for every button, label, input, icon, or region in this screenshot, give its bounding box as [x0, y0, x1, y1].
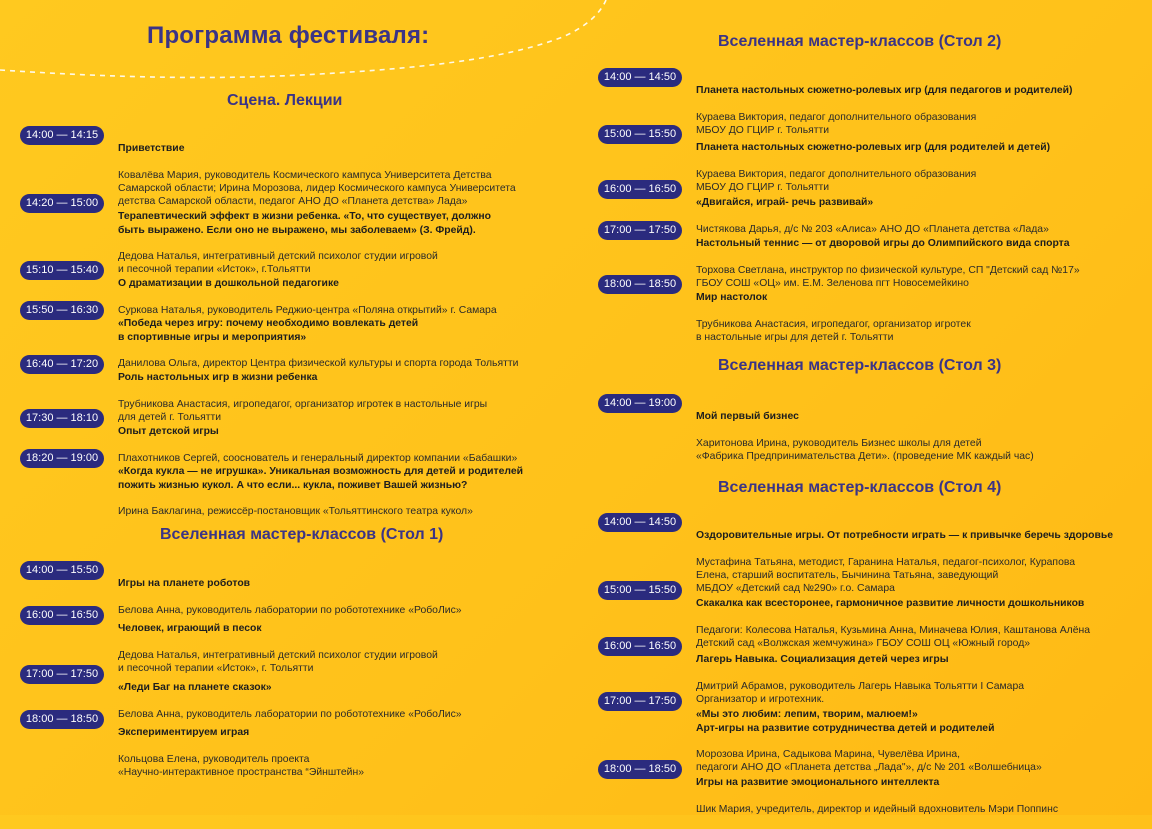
section-title-table2: Вселенная мастер-классов (Стол 2) — [718, 33, 1002, 50]
item-description: Трубникова Анастасия, игропедагог, организатор игротек в настольные игры для детей г. Тольятти — [118, 398, 488, 424]
time-badge: 16:00 — 16:50 — [20, 606, 104, 625]
item-title: «Мы это любим: лепим, творим, малюем!» Арт-игры на развитие сотрудничества детей и родителей — [696, 709, 995, 734]
item-title: «Леди Баг на планете сказок» — [118, 682, 272, 694]
time-badge: 17:00 — 17:50 — [598, 221, 682, 240]
schedule-item — [598, 278, 971, 358]
item-title: Опыт детской игры — [118, 426, 219, 438]
time-badge: 18:00 — 18:50 — [20, 710, 104, 729]
item-description: Кураева Виктория, педагог дополнительного образования МБОУ ДО ГЦИР г. Тольятти — [696, 168, 977, 194]
item-description: Кураева Виктория, педагог дополнительного образования МБОУ ДО ГЦИР г. Тольятти — [696, 111, 977, 137]
item-title: «Победа через игру: почему необходимо вовлекать детей в спортивные игры и мероприятия» — [118, 318, 419, 343]
time-badge: 14:20 — 15:00 — [20, 194, 104, 213]
item-title: Игры на развитие эмоционального интеллекта — [696, 777, 940, 789]
time-badge: 17:00 — 17:50 — [598, 692, 682, 711]
time-badge: 16:40 — 17:20 — [20, 355, 104, 374]
item-title: «Двигайся, играй- речь развивай» — [696, 197, 874, 209]
item-title: Лагерь Навыка. Социализация детей через игры — [696, 654, 949, 666]
item-description: Мустафина Татьяна, методист, Гаранина Наталья, педагог-психолог, Курапова Елена, старший воспитатель, Бычинина Татьяна, заведующий МБДОУ «Детский сад №290» г.о. Самара — [696, 556, 1076, 595]
item-description: Торхова Светлана, инструктор по физической культуре, СП "Детский сад №17» ГБОУ СОШ «ОЦ» им. Е.М. Зеленова пгт Новосемейкино — [696, 264, 1080, 290]
item-title: Планета настольных сюжетно-ролевых игр (для родителей и детей) — [696, 142, 1051, 154]
item-title: Игры на планете роботов — [118, 578, 251, 590]
item-description: Белова Анна, руководитель лаборатории по робототехнике «РобоЛис» — [118, 604, 462, 616]
time-badge: 14:00 — 19:00 — [598, 394, 682, 413]
item-description: Трубникова Анастасия, игропедагог, организатор игротек в настольные игры для детей г. Тольятти — [696, 318, 971, 344]
time-badge: 18:00 — 18:50 — [598, 275, 682, 294]
item-title: Скакалка как всесторонее, гармоничное развитие личности дошкольников — [696, 598, 1085, 610]
time-badge: 17:30 — 18:10 — [20, 409, 104, 428]
time-badge: 15:00 — 15:50 — [598, 125, 682, 144]
time-badge: 17:00 — 17:50 — [20, 665, 104, 684]
item-title: О драматизации в дошкольной педагогике — [118, 278, 339, 290]
item-description: Шик Мария, учредитель, директор и идейный вдохновитель Мэри Поппинс — [696, 803, 1059, 815]
item-description: Дедова Наталья, интегративный детский психолог студии игровой и песочной терапии «Исток», г. Тольятти — [118, 649, 438, 675]
item-description: Ковалёва Мария, руководитель Космического кампуса Университета Детства Самарской области; Ирина Морозова, лидер Космического кампуса Университета детства Самарской области, педагог АНО ДО «Планета детства» Лада» — [118, 169, 516, 208]
time-badge: 16:00 — 16:50 — [598, 637, 682, 656]
item-description: Чистякова Дарья, д/с № 203 «Алиса» АНО ДО «Планета детства «Лада» — [696, 223, 1049, 235]
item-description: Плахотников Сергей, сооснователь и генеральный директор компании «Бабашки» — [118, 452, 518, 464]
section-title-table4: Вселенная мастер-классов (Стол 4) — [718, 479, 1002, 496]
time-badge: 14:00 — 15:50 — [20, 561, 104, 580]
item-description: Дедова Наталья, интегративный детский психолог студии игровой и песочной терапии «Исток», г.Тольятти — [118, 251, 438, 276]
item-description: Дмитрий Абрамов, руководитель Лагерь Навыка Тольятти I Самара Организатор и игротехник. — [696, 680, 1025, 706]
section-title-table1: Вселенная мастер-классов (Стол 1) — [160, 526, 444, 543]
schedule-item — [20, 713, 364, 793]
item-title: Роль настольных игр в жизни ребенка — [118, 372, 318, 384]
item-title: Терапевтический эффект в жизни ребенка. «То, что существует, должно быть выражено. Если оно не выражено, мы заболеваем» (З. Фрейд). — [118, 211, 491, 236]
item-description: Ирина Баклагина, режиссёр-постановщик «Тольяттинского театра кукол» — [118, 506, 473, 518]
schedule-item — [20, 452, 523, 532]
schedule-item — [598, 763, 1058, 829]
item-description: Морозова Ирина, Садыкова Марина, Чувелёва Ирина, педагоги АНО ДО «Планета детства „Лада"», д/с № 201 «Волшебница» — [696, 749, 1042, 774]
schedule-item — [598, 397, 1034, 477]
time-badge: 15:00 — 15:50 — [598, 581, 682, 600]
item-description: Данилова Ольга, директор Центра физической культуры и спорта города Тольятти — [118, 358, 519, 370]
item-title: «Когда кукла — не игрушка». Уникальная возможность для детей и родителей пожить жизнью кукол. А что если... кукла, поживет Вашей жизнью? — [118, 466, 524, 491]
item-title: Мой первый бизнес — [696, 411, 799, 423]
item-description: Белова Анна, руководитель лаборатории по робототехнике «РобоЛис» — [118, 708, 462, 720]
time-badge: 16:00 — 16:50 — [598, 180, 682, 199]
item-description: Педагоги: Колесова Наталья, Кузьмина Анна, Миначева Юлия, Каштанова Алёна Детский сад «Волжская жемчужина» ГБОУ СОШ ОЦ «Южный город» — [696, 624, 1091, 650]
item-description: Кольцова Елена, руководитель проекта «Научно-интерактивное пространства “Эйнштейн» — [118, 753, 364, 779]
item-title: Оздоровительные игры. От потребности играть — к привычке беречь здоровье — [696, 530, 1114, 542]
time-badge: 14:00 — 14:15 — [20, 126, 104, 145]
time-badge: 15:50 — 16:30 — [20, 301, 104, 320]
time-badge: 18:20 — 19:00 — [20, 449, 104, 468]
section-title-stage: Сцена. Лекции — [227, 92, 343, 109]
item-title: Экспериментируем играя — [118, 727, 250, 739]
page-title: Программа фестиваля: — [147, 22, 430, 49]
item-title: Приветствие — [118, 143, 185, 155]
item-title: Мир настолок — [696, 292, 768, 304]
section-title-table3: Вселенная мастер-классов (Стол 3) — [718, 357, 1002, 374]
item-title: Планета настольных сюжетно-ролевых игр (для педагогов и родителей) — [696, 85, 1073, 97]
item-description: Харитонова Ирина, руководитель Бизнес школы для детей «Фабрика Предпринимательства Дети». (проведение МК каждый час) — [696, 437, 1034, 463]
time-badge: 14:00 — 14:50 — [598, 68, 682, 87]
item-description: Суркова Наталья, руководитель Реджио-центра «Поляна открытий» г. Самара — [118, 304, 497, 316]
time-badge: 18:00 — 18:50 — [598, 760, 682, 779]
time-badge: 14:00 — 14:50 — [598, 513, 682, 532]
item-title: Человек, играющий в песок — [118, 623, 262, 635]
time-badge: 15:10 — 15:40 — [20, 261, 104, 280]
item-title: Настольный теннис — от дворовой игры до Олимпийского вида спорта — [696, 238, 1070, 250]
